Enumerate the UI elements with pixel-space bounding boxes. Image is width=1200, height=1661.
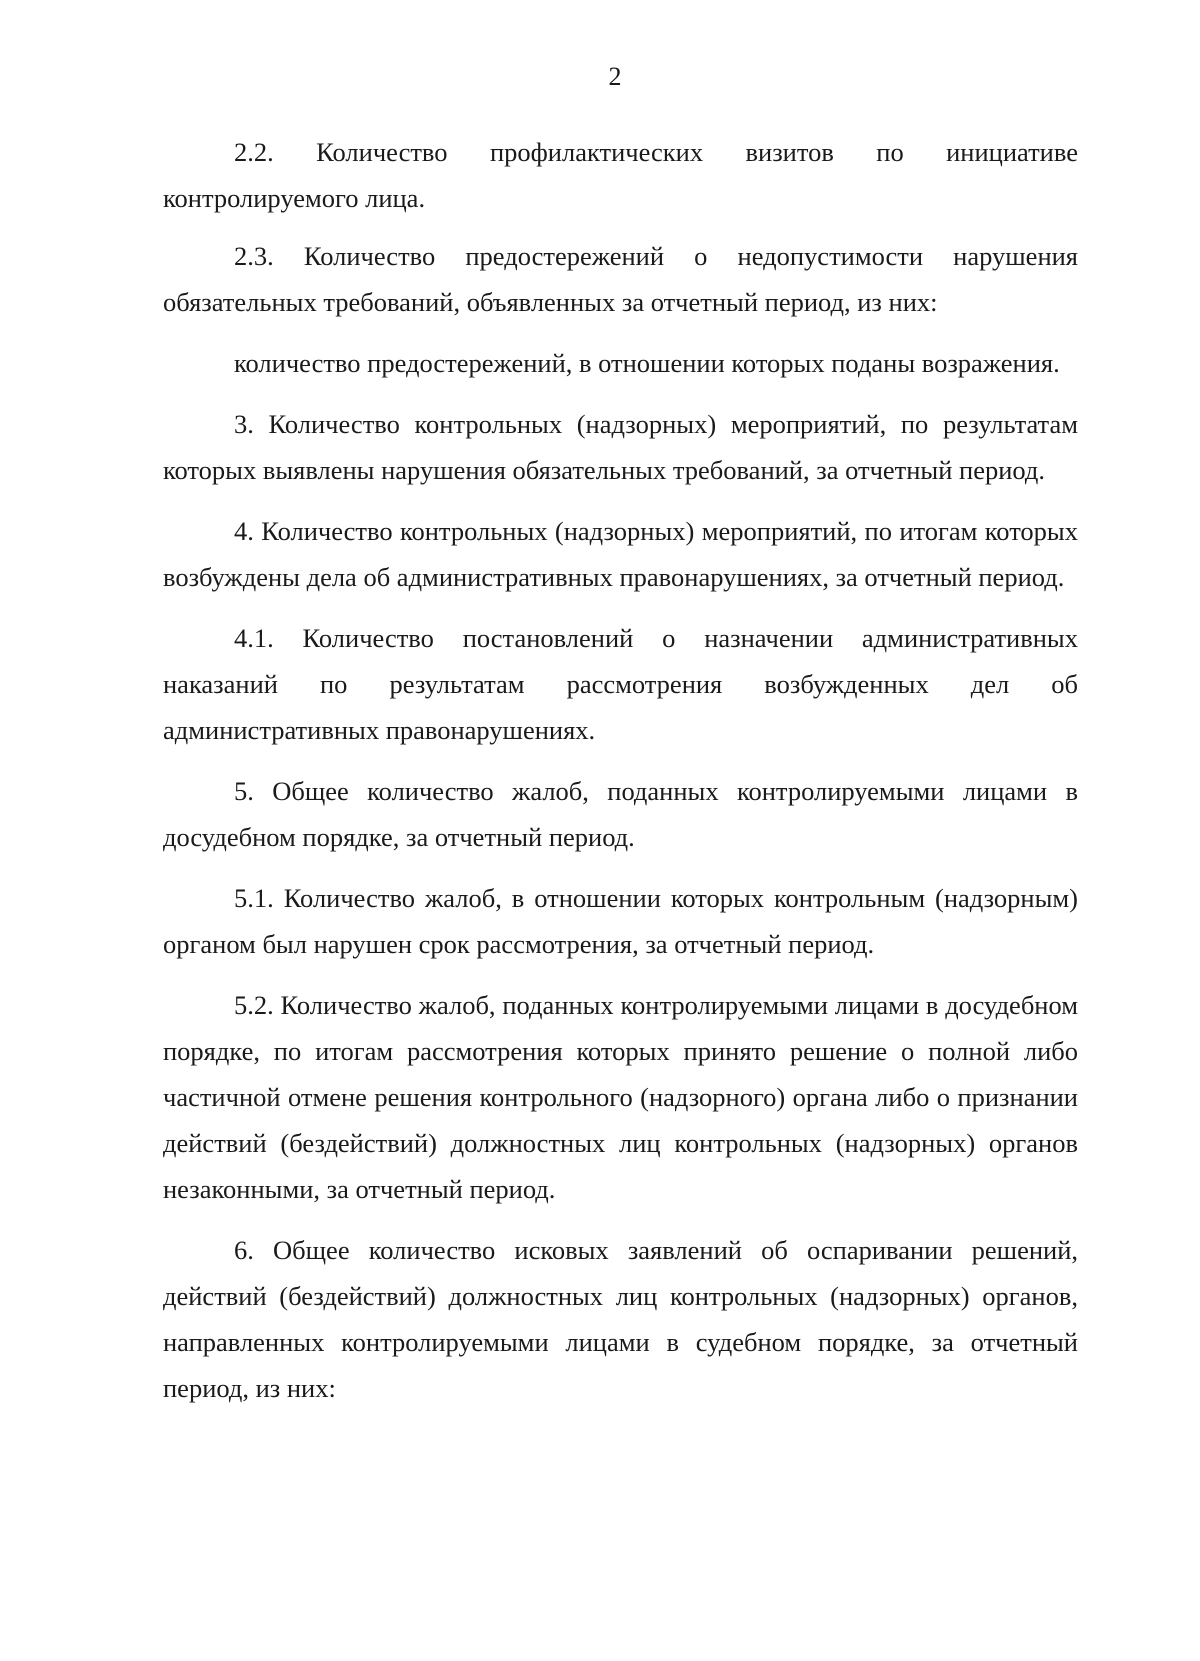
paragraph-4-1: 4.1. Количество постановлений о назначении административных наказаний по результатам рассмотрения возбужденных дел об административных правонарушениях. xyxy=(163,623,1078,745)
paragraph-2-3-sub: количество предостережений, в отношении которых поданы возражения. xyxy=(234,348,1060,378)
paragraph-5: 5. Общее количество жалоб, поданных контролируемыми лицами в досудебном порядке, за отчетный период. xyxy=(163,776,1078,852)
paragraph-5-2: 5.2. Количество жалоб, поданных контролируемыми лицами в досудебном порядке, по итогам рассмотрения которых принято решение о полной либо частичной отмене решения контрольного (надзорного) органа либо о признании действий (бездействий) должностных лиц контрольных (надзорных) органов незаконными, за отчетный период. xyxy=(163,990,1078,1204)
paragraph-6: 6. Общее количество исковых заявлений об оспаривании решений, действий (бездействий) должностных лиц контрольных (надзорных) органов, направленных контролируемыми лицами в судебном порядке, за отчетный период, из них: xyxy=(163,1235,1078,1403)
page-number: 2 xyxy=(608,62,622,91)
paragraph-3: 3. Количество контрольных (надзорных) мероприятий, по результатам которых выявлены нарушения обязательных требований, за отчетный период. xyxy=(163,409,1078,485)
document-body xyxy=(163,129,1078,1426)
paragraph-2-2: 2.2. Количество профилактических визитов по инициативе контролируемого лица. xyxy=(163,137,1078,213)
paragraph-2-3: 2.3. Количество предостережений о недопустимости нарушения обязательных требований, объявленных за отчетный период, из них: xyxy=(163,241,1078,317)
paragraph-5-1: 5.1. Количество жалоб, в отношении которых контрольным (надзорным) органом был нарушен срок рассмотрения, за отчетный период. xyxy=(163,883,1078,959)
paragraph-4: 4. Количество контрольных (надзорных) мероприятий, по итогам которых возбуждены дела об административных правонарушениях, за отчетный период. xyxy=(163,516,1078,592)
